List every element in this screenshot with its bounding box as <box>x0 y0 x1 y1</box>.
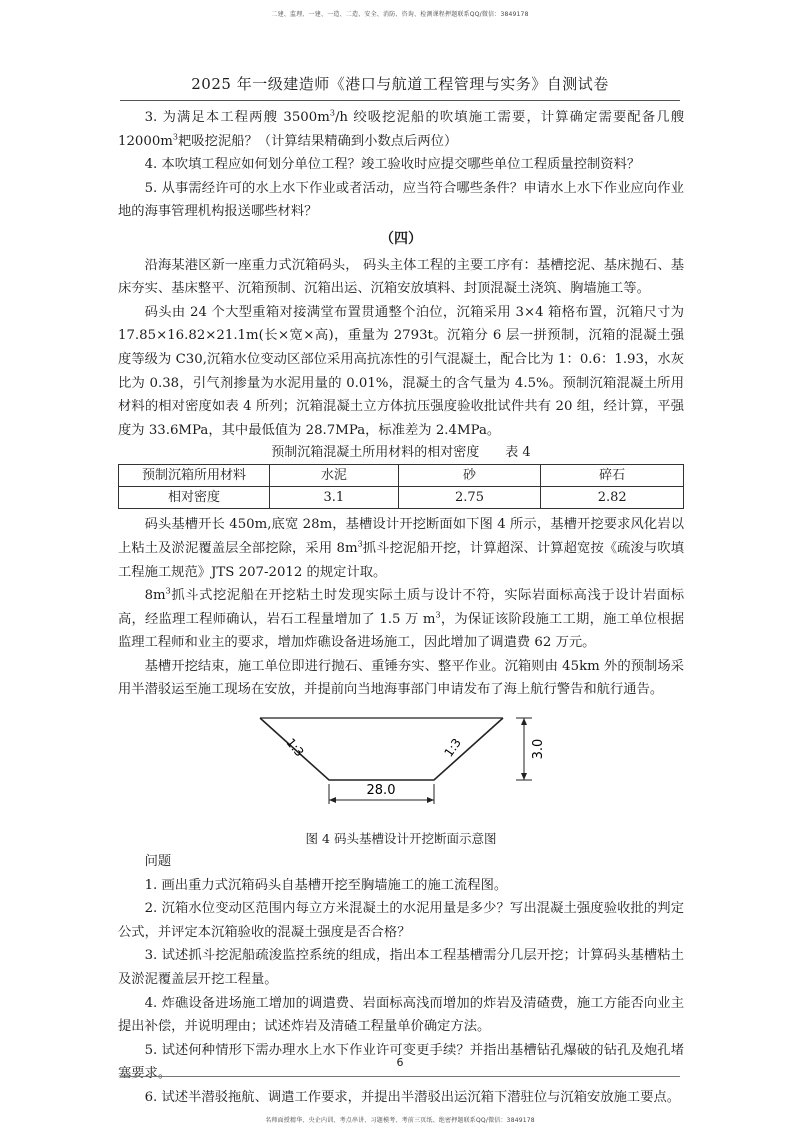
question-item: 2. 沉箱水位变动区范围内每立方米混凝土的水泥用量是多少？写出混凝土强度验收批的判定公式，并评定本沉箱验收的混凝土强度是否合格？ <box>118 901 684 940</box>
table-row <box>119 487 684 509</box>
table-header-cell: 预制沉箱所用材料 <box>119 465 270 487</box>
density-table <box>118 464 684 509</box>
table-number: 表 4 <box>505 445 531 461</box>
case-paragraph-4: $8m^3$抓斗式挖泥船在开挖粘土时发现实际土质与设计不符，实际岩面标高浅于设计岩面标高，经监理工程师确认，岩石工程量增加了 1.5 万 $m^3$，为保证该阶段施工工期，施工单位根据监理工程师和业主的要求，增加炸礁设备进场施工，因此增加了调遣费 62 万元。 <box>118 586 685 651</box>
question-item: 5. 试述何种情形下需办理水上水下作业许可变更手续？并指出基槽钻孔爆破的钻孔及炮孔堵塞要求。 <box>118 1042 684 1082</box>
table-caption-text: 预制沉箱混凝土所用材料的相对密度 <box>271 445 480 461</box>
width-arrow-right <box>427 797 434 803</box>
question-item: 1. 画出重力式沉箱码头自基槽开挖至胸墙施工的施工流程图。 <box>144 877 508 893</box>
prev-question-5: 5. 从事需经许可的水上水下作业或者活动，应当符合哪些条件？申请水上水下作业应向作业地的海事管理机构报送哪些材料？ <box>118 180 684 220</box>
case-paragraph-2: 码头由 24 个大型重箱对接满堂布置贯通整个泊位，沉箱采用 3×4 箱格布置，沉箱尺寸为 17.85×16.82×21.1m(长×宽×高)，重量为 2793t。沉箱分 6 层一拼预制，沉箱的混凝土强度等级为 C30,沉箱水位变动区部位采用高抗冻性的引气混凝土，配合比为 1：0.6：1.93，水灰比为 0.38，引气剂掺量为水泥用量的 0.01%，混凝土的含气量为 4.5%。预制沉箱混凝土所用材料的相对密度如表 4 所列；沉箱混凝土立方体抗压强度验收批试件共有 20 组，经计算，平强度为 33.6MPa，其中最低值为 28.7MPa，标准差为 2.4MPa。 <box>118 304 684 438</box>
table-caption <box>118 442 684 464</box>
section-heading: （四） <box>380 230 422 247</box>
table-header-cell: 碎石 <box>541 465 684 487</box>
page-number: 6 <box>396 1056 404 1069</box>
prev-question-4: 4. 本吹填工程应如何划分单位工程？竣工验收时应提交哪些单位工程质量控制资料？ <box>144 157 641 173</box>
table-cell: 2.82 <box>541 487 684 509</box>
table-header-row <box>119 465 684 487</box>
case-paragraph-5: 基槽开挖结束，施工单位即进行抛石、重锤夯实、整平作业。沉箱则由 45km 外的预制场采用半潜驳运至施工现场在安放，并提前向当地海事部门申请发布了海上航行警告和航行通告。 <box>118 658 684 698</box>
trench-section-figure <box>118 708 684 826</box>
table-cell: 2.75 <box>398 487 541 509</box>
figure-caption: 图 4 码头基槽设计开挖断面示意图 <box>305 831 497 847</box>
page-content <box>118 106 684 1110</box>
table-header-cell: 水泥 <box>270 465 399 487</box>
question-item: 3. 试述抓斗挖泥船疏浚监控系统的组成，指出本工程基槽需分几层开挖；计算码头基槽粘土及淤泥覆盖层开挖工程量。 <box>118 948 684 988</box>
trench-diagram <box>118 708 684 826</box>
left-slope-label: 1:3 <box>283 735 307 760</box>
right-slope-label: 1:3 <box>441 735 464 760</box>
prev-question-3: 3. 为满足本工程两艘 $3500m^3/h$ 绞吸挖泥船的吹填施工需要，计算确定需要配备几艘 $12000m^3$耙吸挖泥船？（计算结果精确到小数点后两位） <box>118 108 684 149</box>
case-paragraph-1: 沿海某港区新一座重力式沉箱码头， 码头主体工程的主要工序有：基槽挖泥、基床抛石、基床夯实、基床整平、沉箱预制、沉箱出运、沉箱安放填料、封顶混凝土浇筑、胸墙施工等。 <box>118 257 684 297</box>
table-header-cell: 砂 <box>398 465 541 487</box>
watermark-bottom: 名师面授精华、央企内训、考点串讲、习题模考、考前三页纸、绝密押题联系QQ/微信：3849178 <box>265 1117 535 1124</box>
case-paragraph-3: 码头基槽开长 450m,底宽 28m，基槽设计开挖断面如下图 4 所示，基槽开挖要求风化岩以上粘土及淤泥覆盖层全部挖除，采用 $8m^3$抓斗挖泥船开挖，计算超深、计算超宽按《疏浚与吹填工程施工规范》JTS 207-2012 的规定计取。 <box>118 517 684 580</box>
footer-divider <box>120 1076 680 1077</box>
question-item: 6. 试述半潜驳拖航、调遣工作要求，并提出半潜驳出运沉箱下潜驻位与沉箱安放施工要点。 <box>144 1090 681 1105</box>
watermark-top: 二建、监理、一建、一造、二造、安全、消防、咨询、检测课程押题联系QQ/微信：3849178 <box>271 11 529 18</box>
question-item: 4. 炸礁设备进场施工增加的调遣费、岩面标高浅而增加的炸岩及清碴费，施工方能否向业主提出补偿，并说明理由；试述炸岩及清碴工程量单价确定方法。 <box>118 995 684 1035</box>
table-cell: 3.1 <box>270 487 399 509</box>
page-title: 2025 年一级建造师《港口与航道工程管理与实务》自测试卷 <box>191 75 609 93</box>
depth-arrow-top <box>521 718 527 725</box>
depth-label: 3.0 <box>531 738 546 760</box>
title-divider <box>120 100 680 101</box>
width-arrow-left <box>329 797 336 803</box>
table-cell: 相对密度 <box>119 487 270 509</box>
depth-arrow-bottom <box>521 773 527 780</box>
bottom-width-label: 28.0 <box>366 783 396 799</box>
questions-title: 问题 <box>144 854 172 870</box>
